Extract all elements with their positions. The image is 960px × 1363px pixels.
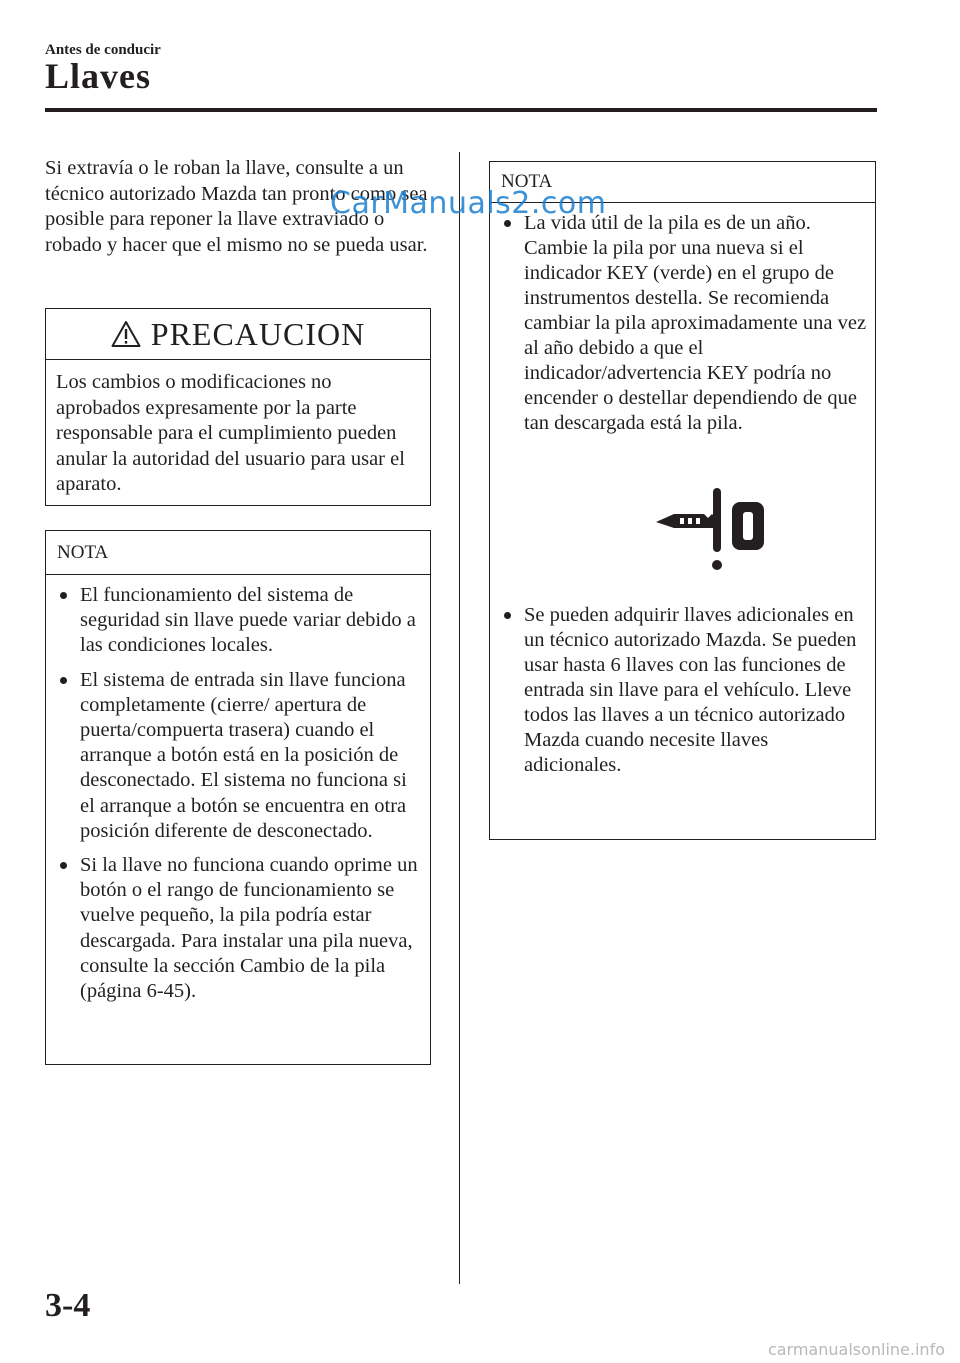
note-box-right xyxy=(489,161,876,840)
note-list xyxy=(46,575,430,1004)
note-item-text: El funcionamiento del sistema de seguridad sin llave puede variar debido a las condiciones locales. xyxy=(80,584,416,657)
page-number: 3-4 xyxy=(45,1287,91,1324)
bullet-icon xyxy=(504,220,511,227)
note-item-text: Se pueden adquirir llaves adicionales en un técnico autorizado Mazda. Se pueden usar hasta 6 llaves con las funciones de entrada sin llave para el vehículo. Lleve todos las llaves a un técnico autorizado Mazda cuando necesite llaves adicionales. xyxy=(524,604,857,776)
list-item xyxy=(500,211,867,573)
bullet-icon xyxy=(504,612,511,619)
key-warning-indicator-icon xyxy=(652,488,767,573)
note-list xyxy=(490,203,875,778)
list-item xyxy=(56,583,422,659)
warning-triangle-icon xyxy=(111,320,141,348)
bullet-icon xyxy=(60,592,67,599)
note-item-text: La vida útil de la pila es de un año. Cambie la pila por una nueva si el indicador KEY (verde) en el grupo de instrumentos destella. Se recomienda cambiar la pila aproximadamente una vez al año debido a que el indicador/advertencia KEY podría no encender o destellar dependiendo de que tan descargada está la pila. xyxy=(524,212,867,434)
header-divider xyxy=(45,108,877,112)
list-item xyxy=(500,603,867,778)
caution-body: Los cambios o modificaciones no aprobados expresamente por la parte responsable para el cumplimiento pueden anular la autoridad del usuario para usar el aparato. xyxy=(56,371,405,495)
note-item-text: Si la llave no funciona cuando oprime un botón o el rango de funcionamiento se vuelve pequeño, la pila podría estar descargada. Para instalar una pila nueva, consulte la sección Cambio de la pila (página 6-45). xyxy=(80,854,418,1003)
caution-box xyxy=(45,308,431,506)
list-item xyxy=(56,668,422,844)
bullet-icon xyxy=(60,677,67,684)
chapter-title: Llaves xyxy=(45,56,152,96)
caution-header xyxy=(46,309,430,360)
note-title: NOTA xyxy=(490,162,875,203)
section-label: Antes de conducir xyxy=(45,42,161,58)
column-divider xyxy=(459,152,460,1284)
intro-paragraph: Si extravía o le roban la llave, consulte a un técnico autorizado Mazda tan pronto como sea posible para reponer la llave extraviado o robado y hacer que el mismo no se pueda usar. xyxy=(45,157,428,256)
caution-title: PRECAUCION xyxy=(150,315,366,352)
note-title: NOTA xyxy=(46,531,430,575)
footer-watermark: carmanualsonline.info xyxy=(767,1340,945,1359)
note-item-text: El sistema de entrada sin llave funciona completamente (cierre/ apertura de puerta/compuerta trasera) cuando el arranque a botón está en la posición de desconectado. El sistema no funciona si el arranque a botón se encuentra en otra posición diferente de desconectado. xyxy=(80,668,407,842)
note-box-left xyxy=(45,530,431,1065)
list-item xyxy=(56,853,422,1004)
watermark: CarManuals2.com xyxy=(330,186,607,221)
bullet-icon xyxy=(60,862,67,869)
